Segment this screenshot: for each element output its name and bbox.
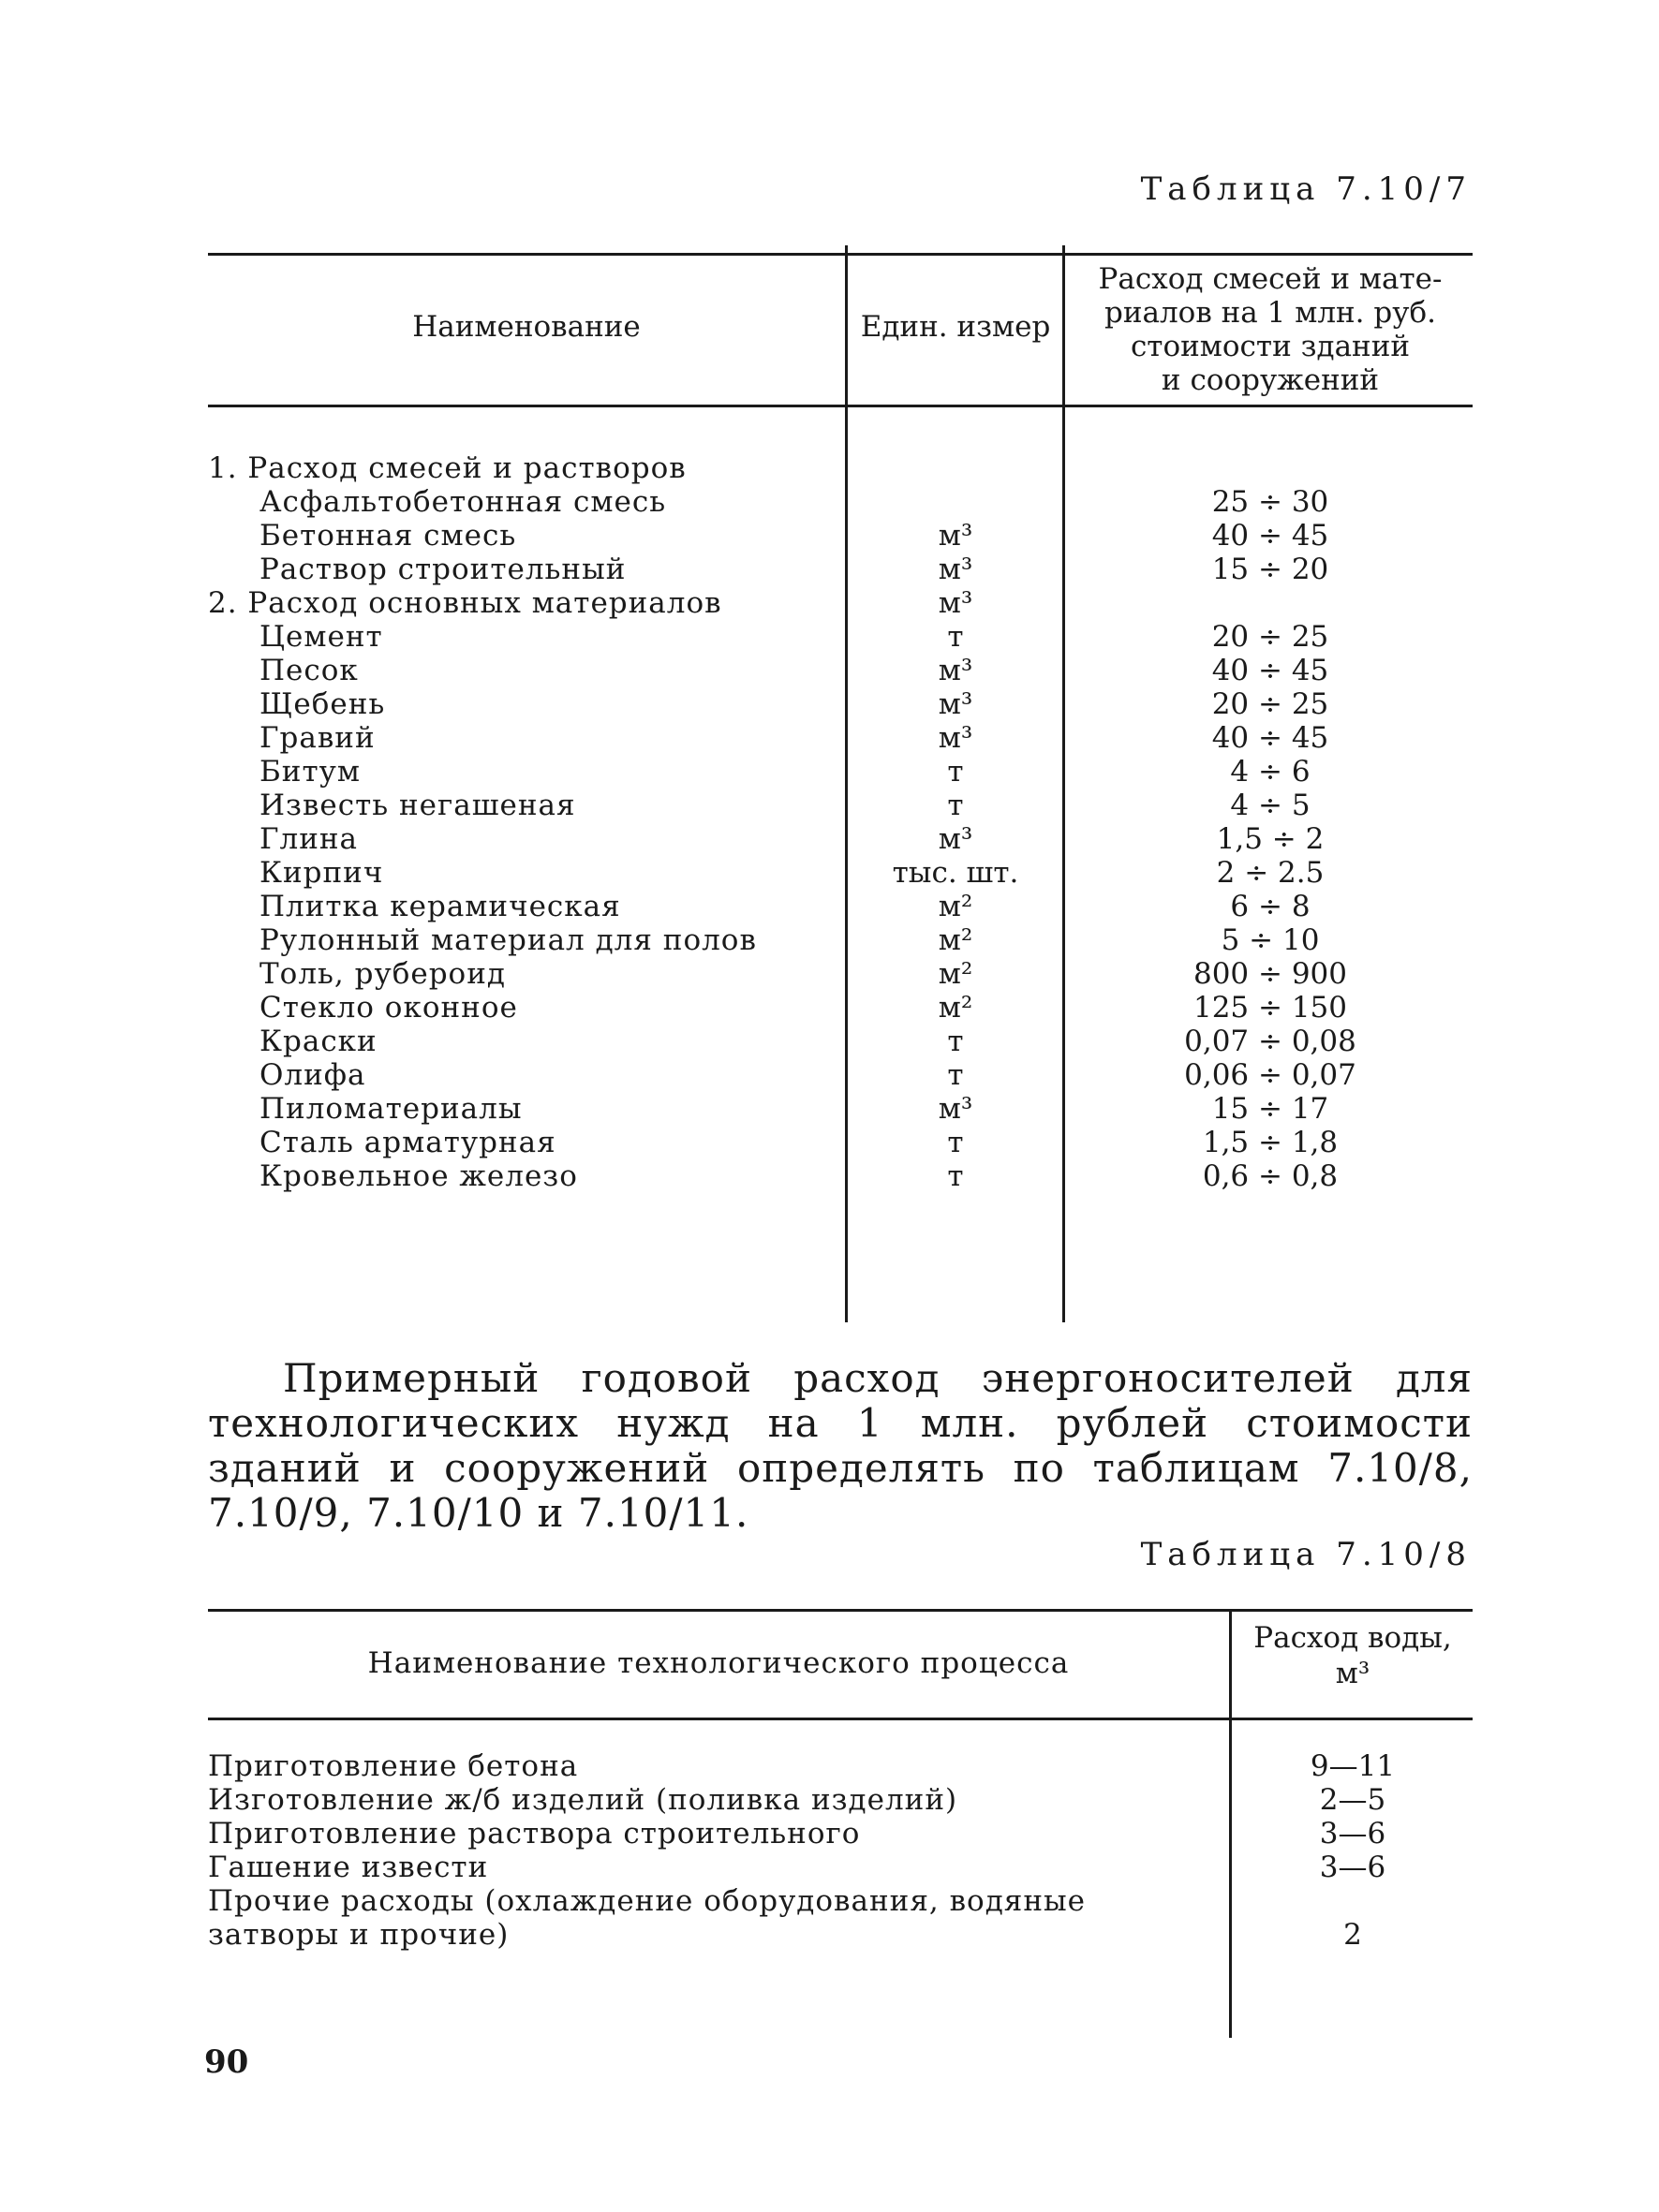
row-process-name: Прочие расходы (охлаждение оборудования, водяные затворы и прочие) bbox=[208, 1884, 1087, 1952]
row-value: 15 ÷ 20 bbox=[1211, 553, 1329, 586]
row-unit: м³ bbox=[938, 553, 973, 586]
row-name: 2. Расход основных материалов bbox=[208, 586, 722, 620]
table-row bbox=[208, 755, 1473, 789]
water-table-body bbox=[208, 1749, 1473, 1952]
row-unit: т bbox=[947, 1058, 964, 1092]
table-top-rule bbox=[208, 1609, 1473, 1612]
table-top-rule bbox=[208, 253, 1473, 256]
header-rate bbox=[1068, 262, 1473, 397]
header-process-name: Наименование технологического процесса bbox=[367, 1646, 1070, 1680]
row-process-name: Приготовление раствора строительного bbox=[208, 1817, 861, 1851]
row-unit: м³ bbox=[938, 721, 973, 755]
table-row bbox=[208, 1058, 1473, 1092]
row-name: Стекло оконное bbox=[259, 991, 518, 1025]
table-row bbox=[208, 620, 1473, 654]
table-caption-7-10-8: Таблица 7.10/8 bbox=[1140, 1536, 1472, 1573]
table-row bbox=[208, 687, 1473, 721]
table-row bbox=[208, 923, 1473, 957]
materials-table-body bbox=[208, 451, 1473, 1193]
row-name: Сталь арматурная bbox=[259, 1126, 556, 1159]
row-value: 40 ÷ 45 bbox=[1211, 721, 1329, 755]
header-rate-line: Расход смесей и мате- bbox=[1098, 262, 1443, 296]
table-row bbox=[208, 1884, 1473, 1952]
table-header-rule bbox=[208, 405, 1473, 407]
row-name: Битум bbox=[259, 755, 361, 789]
row-unit: м³ bbox=[938, 654, 973, 687]
row-unit: м³ bbox=[938, 822, 973, 856]
row-unit: т bbox=[947, 755, 964, 789]
row-water-value: 3—6 bbox=[1319, 1817, 1386, 1851]
header-water-rate bbox=[1233, 1620, 1473, 1691]
table-row bbox=[208, 586, 1473, 620]
row-value: 4 ÷ 5 bbox=[1230, 789, 1311, 822]
row-water-value: 9—11 bbox=[1310, 1749, 1396, 1783]
row-value: 0,6 ÷ 0,8 bbox=[1202, 1159, 1339, 1193]
row-value: 40 ÷ 45 bbox=[1211, 654, 1329, 687]
row-value: 20 ÷ 25 bbox=[1211, 687, 1329, 721]
row-unit: м³ bbox=[938, 687, 973, 721]
table-row bbox=[208, 1159, 1473, 1193]
table-row bbox=[208, 890, 1473, 923]
header-unit: Един. измер bbox=[860, 310, 1051, 344]
row-name: 1. Расход смесей и растворов bbox=[208, 451, 687, 485]
header-rate-line: Расход воды, bbox=[1253, 1621, 1452, 1655]
row-unit: т bbox=[947, 620, 964, 654]
table-row bbox=[208, 519, 1473, 553]
row-value: 0,07 ÷ 0,08 bbox=[1184, 1025, 1356, 1058]
table-row bbox=[208, 957, 1473, 991]
row-unit: т bbox=[947, 789, 964, 822]
row-value: 2 ÷ 2.5 bbox=[1216, 856, 1325, 890]
row-value: 125 ÷ 150 bbox=[1192, 991, 1348, 1025]
row-name: Толь, рубероид bbox=[259, 957, 506, 991]
row-value: 15 ÷ 17 bbox=[1211, 1092, 1329, 1126]
table-row bbox=[208, 1126, 1473, 1159]
materials-table bbox=[208, 245, 1473, 1324]
row-process-name: Гашение извести bbox=[208, 1851, 489, 1884]
row-value: 5 ÷ 10 bbox=[1221, 923, 1320, 957]
row-value: 4 ÷ 6 bbox=[1230, 755, 1311, 789]
row-name: Бетонная смесь bbox=[259, 519, 517, 553]
table-row bbox=[208, 1817, 1473, 1851]
table-row bbox=[208, 1749, 1473, 1783]
row-water-value: 2—5 bbox=[1319, 1783, 1386, 1817]
row-water-value: 2 bbox=[1343, 1918, 1362, 1952]
row-name: Кровельное железо bbox=[259, 1159, 578, 1193]
table-row bbox=[208, 991, 1473, 1025]
row-unit: м² bbox=[938, 991, 973, 1025]
row-name: Плитка керамическая bbox=[259, 890, 621, 923]
row-name: Глина bbox=[259, 822, 359, 856]
row-process-name: Приготовление бетона bbox=[208, 1749, 579, 1783]
table-row bbox=[208, 856, 1473, 890]
table-row bbox=[208, 1092, 1473, 1126]
table-row bbox=[208, 451, 1473, 485]
table-row bbox=[208, 654, 1473, 687]
row-process-name: Изготовление ж/б изделий (поливка изделий) bbox=[208, 1783, 958, 1817]
row-unit: т bbox=[947, 1159, 964, 1193]
row-unit: м³ bbox=[938, 519, 973, 553]
row-unit: т bbox=[947, 1126, 964, 1159]
table-row bbox=[208, 1783, 1473, 1817]
row-unit: м² bbox=[938, 890, 973, 923]
table-row bbox=[208, 1025, 1473, 1058]
row-name: Краски bbox=[259, 1025, 378, 1058]
table-row bbox=[208, 789, 1473, 822]
row-name: Кирпич bbox=[259, 856, 384, 890]
header-name: Наименование bbox=[412, 310, 641, 344]
header-rate-line: и сооружений bbox=[1161, 363, 1380, 397]
body-paragraph: Примерный годовой расход энергоносителей для технологических нужд на 1 млн. рублей стоимости зданий и сооружений определять по таблицам 7.10/8, 7.10/9, 7.10/10 и 7.10/11. bbox=[208, 1355, 1473, 1536]
water-table bbox=[208, 1609, 1473, 2040]
table-row bbox=[208, 1851, 1473, 1884]
row-value: 6 ÷ 8 bbox=[1230, 890, 1311, 923]
row-value: 800 ÷ 900 bbox=[1192, 957, 1348, 991]
row-unit: м² bbox=[938, 923, 973, 957]
row-name: Раствор строительный bbox=[259, 553, 627, 586]
header-rate-line: м³ bbox=[1335, 1657, 1370, 1690]
row-unit: т bbox=[947, 1025, 964, 1058]
row-water-value: 3—6 bbox=[1319, 1851, 1386, 1884]
row-unit: тыс. шт. bbox=[892, 856, 1019, 890]
row-name: Цемент bbox=[259, 620, 383, 654]
row-value: 40 ÷ 45 bbox=[1211, 519, 1329, 553]
row-name: Щебень bbox=[259, 687, 386, 721]
table-row bbox=[208, 553, 1473, 586]
row-value: 25 ÷ 30 bbox=[1211, 485, 1329, 519]
row-name: Пиломатериалы bbox=[259, 1092, 523, 1126]
row-unit: м³ bbox=[938, 1092, 973, 1126]
row-value: 20 ÷ 25 bbox=[1211, 620, 1329, 654]
table-caption-7-10-7: Таблица 7.10/7 bbox=[1140, 170, 1472, 208]
table-row bbox=[208, 485, 1473, 519]
page-number: 90 bbox=[204, 2043, 249, 2081]
table-header-rule bbox=[208, 1718, 1473, 1720]
header-rate-line: риалов на 1 млн. руб. bbox=[1104, 296, 1436, 330]
row-value: 1,5 ÷ 2 bbox=[1216, 822, 1325, 856]
table-row bbox=[208, 822, 1473, 856]
row-unit: м² bbox=[938, 957, 973, 991]
header-rate-line: стоимости зданий bbox=[1130, 330, 1411, 363]
row-value: 1,5 ÷ 1,8 bbox=[1202, 1126, 1339, 1159]
row-name: Гравий bbox=[259, 721, 376, 755]
row-name: Олифа bbox=[259, 1058, 366, 1092]
row-name: Асфальтобетонная смесь bbox=[259, 485, 667, 519]
table-row bbox=[208, 721, 1473, 755]
row-name: Песок bbox=[259, 654, 359, 687]
row-name: Известь негашеная bbox=[259, 789, 576, 822]
row-value: 0,06 ÷ 0,07 bbox=[1184, 1058, 1356, 1092]
row-name: Рулонный материал для полов bbox=[259, 923, 757, 957]
row-unit: м³ bbox=[938, 586, 973, 620]
